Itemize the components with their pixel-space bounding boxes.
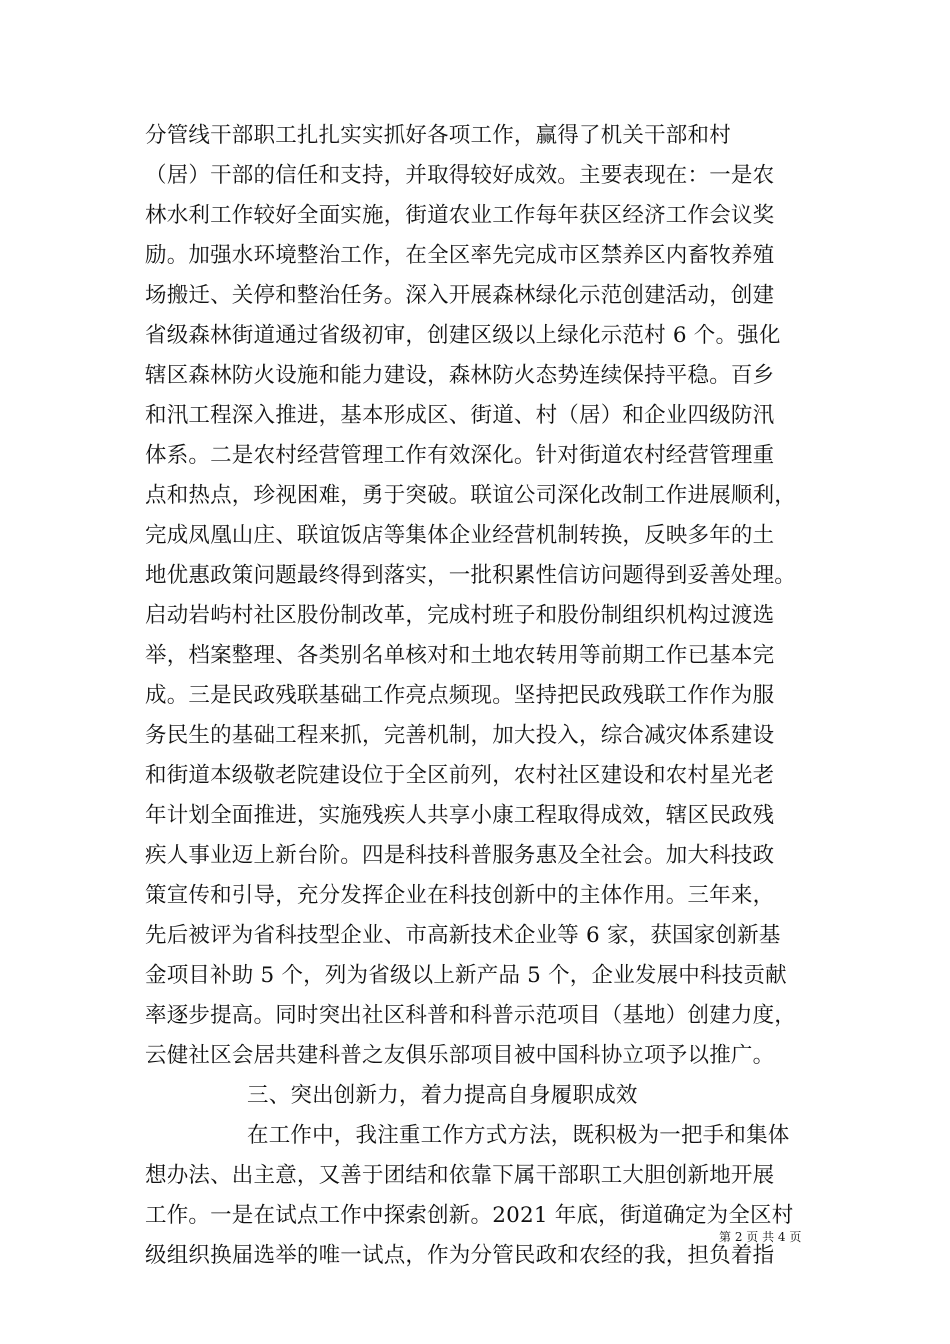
paragraph-line: 地优惠政策问题最终得到落实，一批积累性信访问题得到妥善处理。 xyxy=(145,563,797,588)
paragraph-line: 和街道本级敬老院建设位于全区前列，农村社区建设和农村星光老 xyxy=(145,763,775,788)
paragraph-line: 场搬迁、关停和整治任务。深入开展森林绿化示范创建活动，创建 xyxy=(145,283,775,308)
paragraph-line: 云健社区会居共建科普之友俱乐部项目被中国科协立项予以推广。 xyxy=(145,1043,775,1068)
paragraph-line: 和汛工程深入推进，基本形成区、街道、村（居）和企业四级防汛 xyxy=(145,403,775,428)
paragraph-line: 省级森林街道通过省级初审，创建区级以上绿化示范村 6 个。强化 xyxy=(145,323,781,348)
paragraph-line: 想办法、出主意，又善于团结和依靠下属干部职工大胆创新地开展 xyxy=(145,1163,775,1188)
paragraph-line: 点和热点，珍视困难，勇于突破。联谊公司深化改制工作进展顺利， xyxy=(145,483,797,508)
paragraph-line: 务民生的基础工程来抓，完善机制，加大投入，综合减灾体系建设 xyxy=(145,723,775,748)
paragraph-line: 体系。二是农村经营管理工作有效深化。针对街道农村经营管理重 xyxy=(145,443,775,468)
paragraph-line: 先后被评为省科技型企业、市高新技术企业等 6 家，获国家创新基 xyxy=(145,923,781,948)
paragraph-line: 林水利工作较好全面实施，街道农业工作每年获区经济工作会议奖 xyxy=(145,203,775,228)
paragraph-line: 在工作中，我注重工作方式方法，既积极为一把手和集体 xyxy=(247,1123,790,1148)
paragraph-line: 辖区森林防火设施和能力建设，森林防火态势连续保持平稳。百乡 xyxy=(145,363,775,388)
paragraph-line: 励。加强水环境整治工作，在全区率先完成市区禁养区内畜牧养殖 xyxy=(145,243,775,268)
paragraph-line: 分管线干部职工扎扎实实抓好各项工作，赢得了机关干部和村 xyxy=(145,123,731,148)
paragraph-line: 工作。一是在试点工作中探索创新。2021 年底，街道确定为全区村 xyxy=(145,1203,794,1228)
paragraph-line: （居）干部的信任和支持，并取得较好成效。主要表现在：一是农 xyxy=(145,163,775,188)
paragraph-line: 金项目补助 5 个，列为省级以上新产品 5 个，企业发展中科技贡献 xyxy=(145,963,787,988)
paragraph-line: 级组织换届选举的唯一试点，作为分管民政和农经的我，担负着指 xyxy=(145,1243,775,1268)
paragraph-line: 成。三是民政残联基础工作亮点频现。坚持把民政残联工作作为服 xyxy=(145,683,775,708)
section-heading: 三、突出创新力，着力提高自身履职成效 xyxy=(247,1083,638,1108)
page-number: 第 2 页 共 4 页 xyxy=(719,1230,802,1244)
paragraph-line: 完成凤凰山庄、联谊饭店等集体企业经营机制转换，反映多年的土 xyxy=(145,523,775,548)
paragraph-line: 举，档案整理、各类别名单核对和土地农转用等前期工作已基本完 xyxy=(145,643,775,668)
paragraph-line: 率逐步提高。同时突出社区科普和科普示范项目（基地）创建力度， xyxy=(145,1003,797,1028)
paragraph-line: 疾人事业迈上新台阶。四是科技科普服务惠及全社会。加大科技政 xyxy=(145,843,775,868)
paragraph-line: 年计划全面推进，实施残疾人共享小康工程取得成效，辖区民政残 xyxy=(145,803,775,828)
paragraph-line: 策宣传和引导，充分发挥企业在科技创新中的主体作用。三年来， xyxy=(145,883,775,908)
paragraph-line: 启动岩屿村社区股份制改革，完成村班子和股份制组织机构过渡选 xyxy=(145,603,775,628)
